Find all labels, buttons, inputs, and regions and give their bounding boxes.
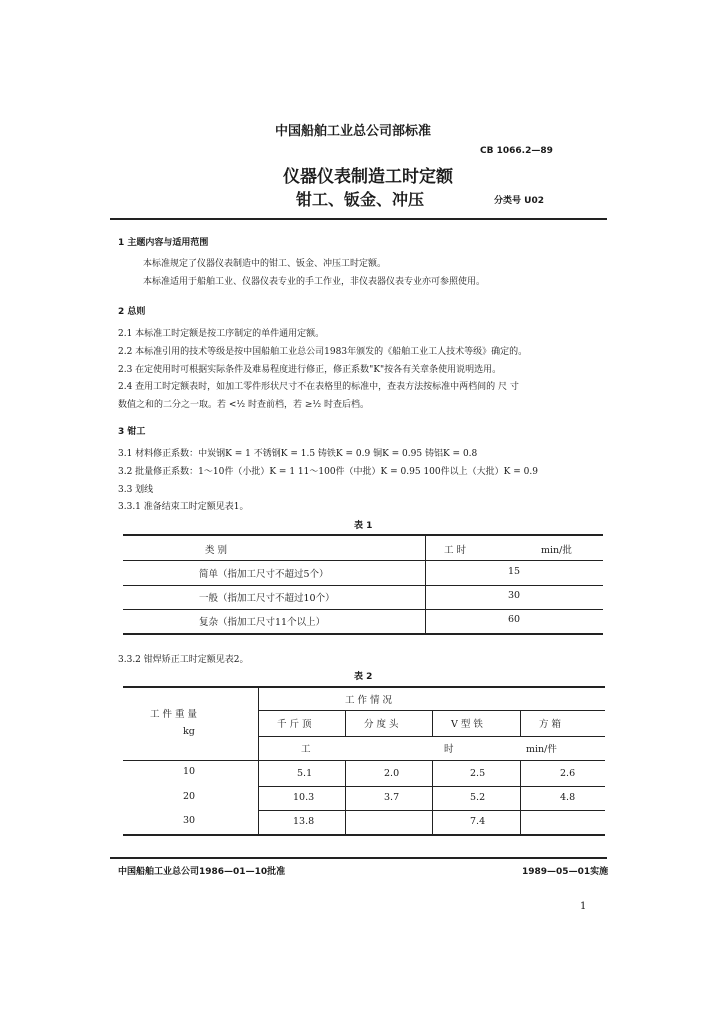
table-2-cell: 2.0	[384, 768, 400, 779]
clause-2-4-line2: 数值之和的二分之一取。若 <½ 时查前档，若 ≥½ 时查后档。	[118, 400, 369, 410]
table-2-cell: 5.2	[470, 792, 486, 803]
clause-3-3-2: 3.3.2 钳焊矫正工时定额见表2。	[118, 655, 249, 665]
section-2-heading: 2 总则	[118, 307, 146, 317]
clause-3-3: 3.3 划线	[118, 485, 154, 495]
table-2-cell: 2.5	[470, 768, 486, 779]
clause-2-2: 2.2 本标准引用的技术等级是按中国船舶工业总公司1983年颁发的《船舶工业工人技术等级》确定的。	[118, 347, 528, 357]
table-2-unit: min/件	[526, 744, 557, 755]
table-2-time-head: 工	[301, 744, 311, 755]
table-2-cell: 3.7	[384, 792, 400, 803]
table-2-row-weight: 20	[183, 791, 196, 802]
table-1-row-value: 15	[508, 566, 521, 577]
standard-code: CB 1066.2—89	[480, 146, 553, 156]
table-1-row-value: 30	[508, 590, 521, 601]
table-2-cell: 2.6	[560, 768, 576, 779]
table-1-caption: 表 1	[354, 521, 373, 531]
table-1-head-unit: min/批	[541, 545, 572, 556]
doc-title-line1: 仪器仪表制造工时定额	[283, 167, 453, 187]
table-2-caption: 表 2	[354, 672, 373, 682]
table-1-row-value: 60	[508, 614, 521, 625]
clause-3-2: 3.2 批量修正系数：1～10件（小批）K = 1 11～100件（中批）K = 0.95 100件以上（大批）K = 0.9	[118, 467, 538, 477]
table-2-row-weight: 10	[183, 766, 196, 777]
table-2-row-weight: 30	[183, 815, 196, 826]
table-2-time-head: 时	[444, 744, 454, 755]
org-title: 中国船舶工业总公司部标准	[275, 124, 432, 139]
table-2-col-square-box: 方 箱	[539, 719, 562, 730]
section-1-para-2: 本标准适用于船舶工业、仪器仪表专业的手工作业，非仪表器仪表专业亦可参照使用。	[143, 277, 486, 287]
header-rule	[110, 218, 607, 220]
table-1-head-time: 工 时	[444, 545, 467, 556]
table-1-row-label: 简单（指加工尺寸不超过5个）	[199, 569, 329, 580]
table-1-head-category: 类 别	[205, 545, 228, 556]
table-1-row-label: 一般（指加工尺寸不超过10个）	[199, 593, 335, 604]
clause-2-1: 2.1 本标准工时定额是按工序制定的单件通用定额。	[118, 329, 325, 339]
effective-date: 1989—05—01实施	[522, 867, 609, 877]
table-2-cell: 5.1	[297, 768, 313, 779]
table-1-row-label: 复杂（指加工尺寸11个以上）	[199, 617, 326, 628]
table-2-weight-head: 工 件 重 量	[150, 709, 198, 720]
footer-rule	[110, 857, 607, 859]
clause-3-1: 3.1 材料修正系数：中炭钢K = 1 不锈钢K = 1.5 铸铁K = 0.9 铜K = 0.95 铸铝K = 0.8	[118, 449, 478, 459]
doc-title-line2: 钳工、钣金、冲压	[296, 190, 425, 209]
approval-date: 中国船舶工业总公司1986—01—10批准	[118, 867, 286, 877]
table-2-weight-unit: kg	[183, 726, 195, 737]
clause-2-3: 2.3 在定使用时可根据实际条件及难易程度进行修正，修正系数"K"按各有关章条使用说明选用。	[118, 365, 502, 375]
table-2-cell: 7.4	[470, 816, 486, 827]
table-2-cell: 13.8	[293, 816, 315, 827]
section-3-heading: 3 钳工	[118, 427, 146, 437]
table-2-condition-head: 工 作 情 况	[345, 695, 393, 706]
table-2-cell: 4.8	[560, 792, 576, 803]
section-1-heading: 1 主题内容与适用范围	[118, 238, 209, 248]
table-2-cell: 10.3	[293, 792, 315, 803]
page-number: 1	[580, 901, 587, 912]
clause-2-4-line1: 2.4 查用工时定额表时，如加工零件形状尺寸不在表格里的标准中，查表方法按标准中两档间的 尺 寸	[118, 382, 519, 392]
table-2-col-dividing-head: 分 度 头	[364, 719, 399, 730]
clause-3-3-1: 3.3.1 准备结束工时定额见表1。	[118, 502, 249, 512]
table-2-col-jack: 千 斤 顶	[277, 719, 312, 730]
class-number: 分类号 U02	[494, 196, 544, 206]
table-2-col-v-block: V 型 铁	[451, 719, 483, 730]
section-1-para-1: 本标准规定了仪器仪表制造中的钳工、钣金、冲压工时定额。	[143, 259, 387, 269]
